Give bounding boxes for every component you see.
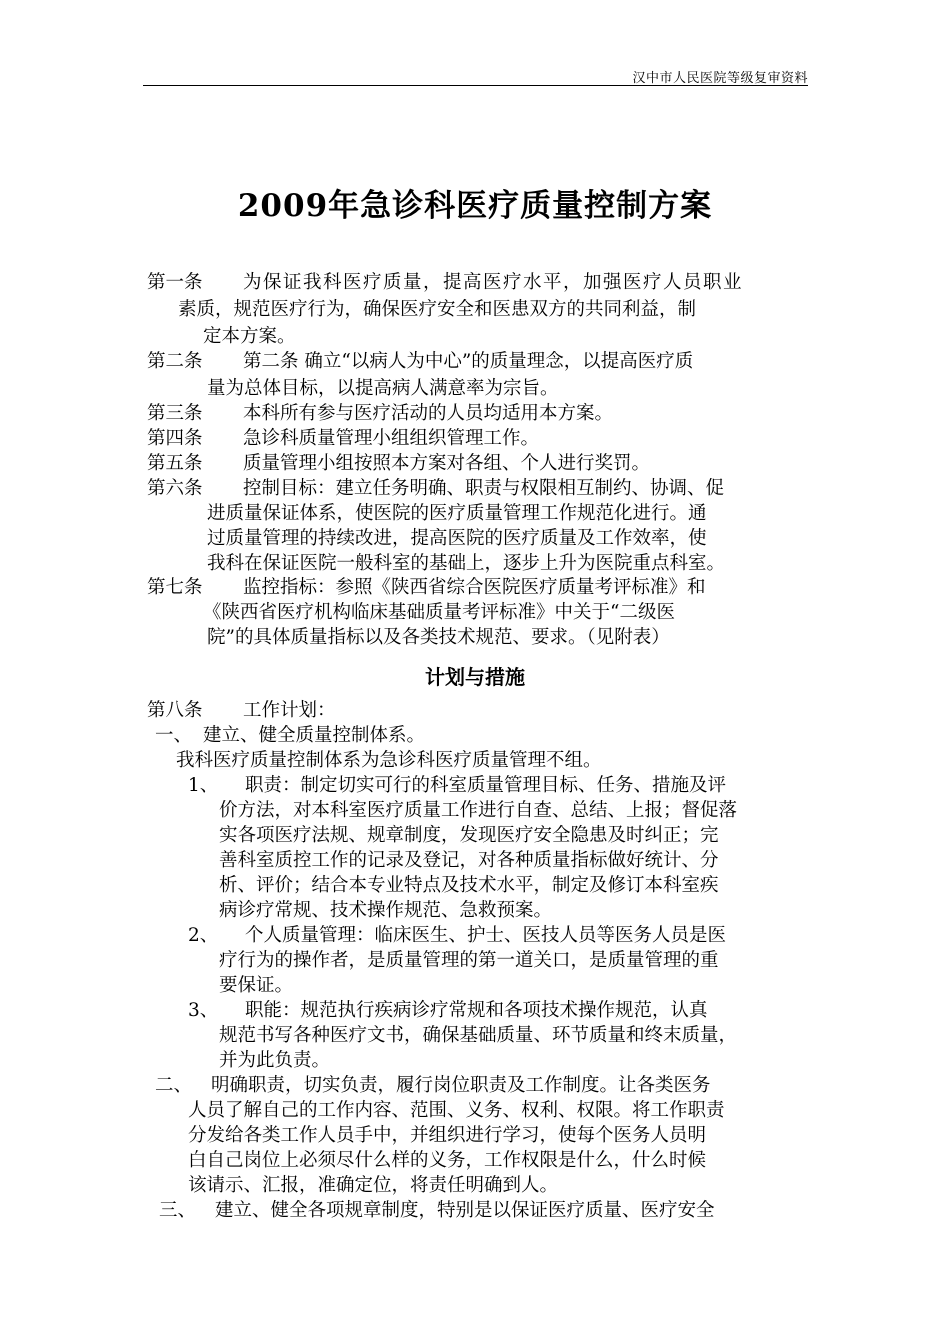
item-label: 1、: [188, 775, 219, 796]
section-text: 建立、健全质量控制体系。: [203, 725, 426, 746]
item-label: 2、: [188, 925, 219, 946]
item-text: 疗行为的操作者，是质量管理的第一道关口，是质量管理的重: [219, 950, 719, 971]
article-text: 《陕西省医疗机构临床基础质量考评标准》中关于“二级医: [203, 602, 675, 623]
article-text: 为保证我科医疗质量，提高医疗水平，加强医疗人员职业: [243, 272, 744, 293]
document-title: 2009年急诊科医疗质量控制方案: [237, 188, 713, 224]
article-text: 质量管理小组按照本方案对各组、个人进行奖罚。: [243, 453, 651, 474]
section-text: 白自己岗位上必须尽什么样的义务，工作权限是什么，什么时候: [188, 1150, 707, 1171]
article-text: 我科在保证医院一般科室的基础上，逐步上升为医院重点科室。: [207, 553, 726, 574]
item-text: 善科室质控工作的记录及登记，对各种质量指标做好统计、分: [219, 850, 719, 871]
header-rule: [143, 85, 808, 86]
section-text: 建立、健全各项规章制度，特别是以保证医疗质量、医疗安全: [215, 1200, 715, 1221]
article-label: 第七条: [147, 577, 203, 598]
article-text: 量为总体目标，以提高病人满意率为宗旨。: [207, 378, 559, 399]
item-label: 3、: [188, 1000, 219, 1021]
section-text: 人员了解自己的工作内容、范围、义务、权利、权限。将工作职责: [188, 1100, 725, 1121]
section-label: 三、: [159, 1200, 197, 1221]
article-label: 第五条: [147, 453, 203, 474]
section-text: 明确职责，切实负责，履行岗位职责及工作制度。让各类医务: [211, 1075, 711, 1096]
item-text: 价方法，对本科室医疗质量工作进行自查、总结、上报；督促落: [219, 800, 738, 821]
item-text: 规范书写各种医疗文书，确保基础质量、环节质量和终末质量，: [219, 1025, 738, 1046]
article-label: 第八条: [147, 700, 203, 721]
article-text: 工作计划：: [243, 700, 336, 721]
item-text: 病诊疗常规、技术操作规范、急救预案。: [219, 900, 553, 921]
item-text: 个人质量管理：临床医生、护士、医技人员等医务人员是医: [245, 925, 727, 946]
item-text: 职能：规范执行疾病诊疗常规和各项技术操作规范，认真: [245, 1000, 708, 1021]
article-label: 第六条: [147, 478, 203, 499]
section-label: 二、: [155, 1075, 193, 1096]
article-text: 过质量管理的持续改进，提高医院的医疗质量及工作效率，使: [207, 528, 707, 549]
article-text: 院”的具体质量指标以及各类技术规范、要求。（见附表）: [207, 627, 670, 648]
article-text: 进质量保证体系，使医院的医疗质量管理工作规范化进行。通: [207, 503, 707, 524]
section-label: 一、: [155, 725, 193, 746]
item-text: 职责：制定切实可行的科室质量管理目标、任务、措施及评: [245, 775, 727, 796]
article-text: 素质，规范医疗行为，确保医疗安全和医患双方的共同利益，制: [178, 299, 697, 320]
article-text: 本科所有参与医疗活动的人员均适用本方案。: [243, 403, 614, 424]
item-text: 析、评价；结合本专业特点及技术水平，制定及修订本科室疾: [219, 875, 719, 896]
article-text: 定本方案。: [203, 326, 296, 347]
item-text: 并为此负责。: [219, 1050, 331, 1071]
article-label: 第二条: [147, 351, 203, 372]
article-text: 监控指标：参照《陕西省综合医院医疗质量考评标准》和: [243, 577, 706, 598]
section-title: 计划与措施: [425, 665, 525, 689]
item-text: 实各项医疗法规、规章制度，发现医疗安全隐患及时纠正；完: [219, 825, 719, 846]
article-label: 第三条: [147, 403, 203, 424]
article-text: 急诊科质量管理小组组织管理工作。: [243, 428, 540, 449]
section-text: 该请示、汇报，准确定位，将责任明确到人。: [188, 1175, 559, 1196]
article-label: 第四条: [147, 428, 203, 449]
article-text: 控制目标：建立任务明确、职责与权限相互制约、协调、促: [243, 478, 725, 499]
header-text: 汉中市人民医院等级复审资料: [632, 71, 808, 86]
item-text: 要保证。: [219, 975, 294, 996]
article-text: 第二条 确立“以病人为中心”的质量理念，以提高医疗质: [243, 351, 694, 372]
section-text: 分发给各类工作人员手中，并组织进行学习，使每个医务人员明: [188, 1125, 707, 1146]
section-text: 我科医疗质量控制体系为急诊科医疗质量管理不组。: [176, 750, 602, 771]
article-label: 第一条: [147, 272, 203, 293]
